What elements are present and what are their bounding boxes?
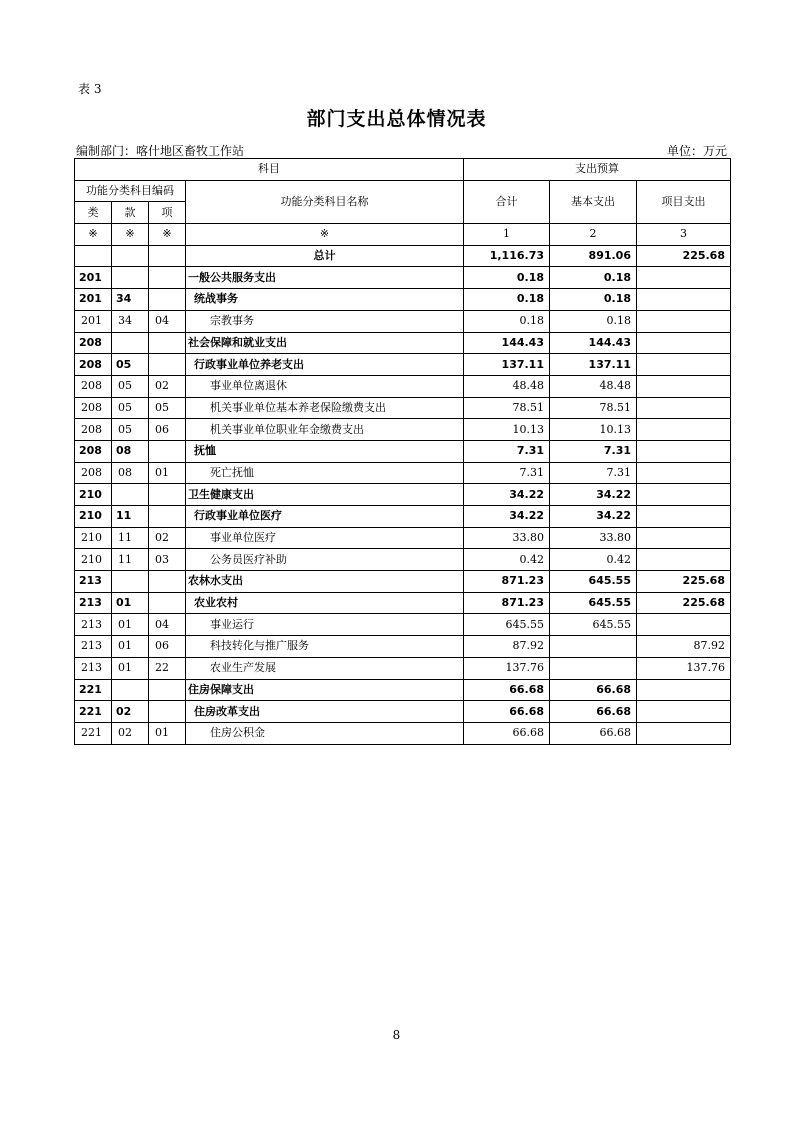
code-lei: 208 — [75, 354, 112, 376]
amount-total: 871.23 — [464, 571, 550, 593]
expenditure-table — [74, 158, 731, 745]
table-row — [75, 354, 731, 376]
amount-basic: 645.55 — [550, 592, 637, 614]
code-kuan: 34 — [112, 310, 149, 332]
amount-project — [637, 375, 731, 397]
code-kuan — [112, 267, 149, 289]
header-subject: 科目 — [75, 159, 464, 181]
amount-basic: 0.18 — [550, 289, 637, 311]
table-row — [75, 636, 731, 658]
header-name: 功能分类科目名称 — [186, 180, 464, 223]
amount-basic: 34.22 — [550, 484, 637, 506]
amount-basic: 66.68 — [550, 722, 637, 744]
amount-project: 225.68 — [637, 592, 731, 614]
amount-total: 7.31 — [464, 440, 550, 462]
header-basic: 基本支出 — [550, 180, 637, 223]
amount-project — [637, 614, 731, 636]
code-xiang — [149, 440, 186, 462]
column-index: 3 — [637, 224, 731, 246]
mark-cell: ※ — [186, 224, 464, 246]
amount-total: 144.43 — [464, 332, 550, 354]
code-lei: 221 — [75, 722, 112, 744]
table-row — [75, 484, 731, 506]
code-xiang — [149, 571, 186, 593]
summary-project: 225.68 — [637, 245, 731, 267]
code-xiang — [149, 484, 186, 506]
code-kuan: 34 — [112, 289, 149, 311]
summary-label: 总计 — [186, 245, 464, 267]
code-lei: 213 — [75, 657, 112, 679]
table-row — [75, 289, 731, 311]
code-lei: 208 — [75, 419, 112, 441]
header-project: 项目支出 — [637, 180, 731, 223]
code-kuan: 11 — [112, 506, 149, 528]
amount-basic: 137.11 — [550, 354, 637, 376]
code-lei: 213 — [75, 592, 112, 614]
header-code-group: 功能分类科目编码 — [75, 180, 186, 202]
code-kuan: 08 — [112, 440, 149, 462]
header-row-4 — [75, 224, 731, 246]
amount-total: 871.23 — [464, 592, 550, 614]
code-kuan — [112, 484, 149, 506]
code-lei: 210 — [75, 527, 112, 549]
table-row — [75, 375, 731, 397]
amount-total: 34.22 — [464, 506, 550, 528]
code-xiang: 06 — [149, 636, 186, 658]
code-xiang: 03 — [149, 549, 186, 571]
subject-name: 农业农村 — [186, 592, 464, 614]
amount-total: 87.92 — [464, 636, 550, 658]
header-budget: 支出预算 — [464, 159, 731, 181]
code-lei: 208 — [75, 397, 112, 419]
code-xiang: 22 — [149, 657, 186, 679]
subject-name: 宗教事务 — [186, 310, 464, 332]
page-title: 部门支出总体情况表 — [306, 108, 487, 130]
table-row — [75, 397, 731, 419]
table-row — [75, 332, 731, 354]
amount-total: 33.80 — [464, 527, 550, 549]
code-kuan: 05 — [112, 397, 149, 419]
amount-total: 34.22 — [464, 484, 550, 506]
amount-basic: 0.18 — [550, 267, 637, 289]
amount-project: 225.68 — [637, 571, 731, 593]
mark-cell: ※ — [149, 224, 186, 246]
amount-project — [637, 419, 731, 441]
amount-total: 0.18 — [464, 310, 550, 332]
amount-project — [637, 484, 731, 506]
subject-name: 行政事业单位养老支出 — [186, 354, 464, 376]
code-xiang: 04 — [149, 614, 186, 636]
mark-cell: ※ — [112, 224, 149, 246]
mark-cell: ※ — [75, 224, 112, 246]
subject-name: 公务员医疗补助 — [186, 549, 464, 571]
subject-name: 事业单位离退休 — [186, 375, 464, 397]
table-row — [75, 614, 731, 636]
code-xiang: 01 — [149, 462, 186, 484]
table-row — [75, 440, 731, 462]
amount-project — [637, 354, 731, 376]
subject-name: 卫生健康支出 — [186, 484, 464, 506]
summary-total: 1,116.73 — [464, 245, 550, 267]
subject-name: 机关事业单位基本养老保险缴费支出 — [186, 397, 464, 419]
amount-project — [637, 440, 731, 462]
code-xiang: 02 — [149, 527, 186, 549]
subject-name: 抚恤 — [186, 440, 464, 462]
code-kuan: 01 — [112, 636, 149, 658]
code-kuan — [112, 679, 149, 701]
summary-basic: 891.06 — [550, 245, 637, 267]
code-kuan — [112, 571, 149, 593]
amount-basic: 66.68 — [550, 679, 637, 701]
column-index: 1 — [464, 224, 550, 246]
header-total: 合计 — [464, 180, 550, 223]
code-xiang — [149, 332, 186, 354]
subject-name: 住房保障支出 — [186, 679, 464, 701]
subject-name: 住房公积金 — [186, 722, 464, 744]
amount-basic — [550, 636, 637, 658]
amount-project — [637, 289, 731, 311]
code-lei: 221 — [75, 679, 112, 701]
header-xiang: 项 — [149, 202, 186, 224]
amount-project — [637, 267, 731, 289]
compiling-department: 编制部门：喀什地区畜牧工作站 — [76, 144, 245, 158]
table-row — [75, 722, 731, 744]
code-lei: 201 — [75, 267, 112, 289]
code-xiang: 06 — [149, 419, 186, 441]
subject-name: 事业运行 — [186, 614, 464, 636]
unit-label: 单位：万元 — [666, 144, 727, 158]
code-xiang — [149, 679, 186, 701]
subject-name: 行政事业单位医疗 — [186, 506, 464, 528]
summary-row — [75, 245, 731, 267]
amount-total: 0.18 — [464, 267, 550, 289]
amount-basic: 7.31 — [550, 440, 637, 462]
table-row — [75, 571, 731, 593]
code-kuan: 11 — [112, 549, 149, 571]
subject-name: 机关事业单位职业年金缴费支出 — [186, 419, 464, 441]
amount-basic: 78.51 — [550, 397, 637, 419]
code-kuan: 05 — [112, 354, 149, 376]
code-lei: 213 — [75, 571, 112, 593]
table-row — [75, 679, 731, 701]
code-kuan: 08 — [112, 462, 149, 484]
code-lei: 210 — [75, 506, 112, 528]
header-lei: 类 — [75, 202, 112, 224]
code-xiang — [149, 354, 186, 376]
code-lei: 208 — [75, 332, 112, 354]
code-lei: 201 — [75, 310, 112, 332]
table-row — [75, 549, 731, 571]
amount-basic: 10.13 — [550, 419, 637, 441]
subject-name: 社会保障和就业支出 — [186, 332, 464, 354]
table-row — [75, 267, 731, 289]
amount-basic: 7.31 — [550, 462, 637, 484]
code-kuan: 05 — [112, 375, 149, 397]
code-xiang: 01 — [149, 722, 186, 744]
table-row — [75, 657, 731, 679]
amount-basic: 645.55 — [550, 571, 637, 593]
amount-total: 137.11 — [464, 354, 550, 376]
subject-name: 统战事务 — [186, 289, 464, 311]
code-xiang — [149, 506, 186, 528]
amount-total: 645.55 — [464, 614, 550, 636]
column-index: 2 — [550, 224, 637, 246]
code-xiang: 05 — [149, 397, 186, 419]
code-lei: 210 — [75, 484, 112, 506]
amount-project — [637, 506, 731, 528]
code-lei: 213 — [75, 614, 112, 636]
code-lei: 208 — [75, 440, 112, 462]
code-lei: 210 — [75, 549, 112, 571]
amount-total: 137.76 — [464, 657, 550, 679]
code-kuan: 11 — [112, 527, 149, 549]
amount-total: 7.31 — [464, 462, 550, 484]
subject-name: 死亡抚恤 — [186, 462, 464, 484]
amount-project: 87.92 — [637, 636, 731, 658]
amount-project — [637, 332, 731, 354]
amount-total: 66.68 — [464, 722, 550, 744]
amount-total: 66.68 — [464, 679, 550, 701]
code-xiang — [149, 289, 186, 311]
amount-total: 78.51 — [464, 397, 550, 419]
code-lei: 213 — [75, 636, 112, 658]
code-xiang — [149, 701, 186, 723]
amount-total: 66.68 — [464, 701, 550, 723]
amount-total: 0.18 — [464, 289, 550, 311]
table-row — [75, 592, 731, 614]
subject-name: 科技转化与推广服务 — [186, 636, 464, 658]
subject-name: 一般公共服务支出 — [186, 267, 464, 289]
amount-project — [637, 527, 731, 549]
table-number: 表 3 — [78, 82, 102, 96]
code-kuan: 01 — [112, 614, 149, 636]
code-lei: 208 — [75, 375, 112, 397]
code-kuan: 01 — [112, 592, 149, 614]
amount-basic: 0.18 — [550, 310, 637, 332]
header-row-2 — [75, 180, 731, 202]
code-lei: 221 — [75, 701, 112, 723]
amount-basic: 144.43 — [550, 332, 637, 354]
code-kuan: 02 — [112, 722, 149, 744]
amount-total: 0.42 — [464, 549, 550, 571]
code-xiang: 04 — [149, 310, 186, 332]
amount-basic: 34.22 — [550, 506, 637, 528]
code-kuan — [112, 332, 149, 354]
header-kuan: 款 — [112, 202, 149, 224]
amount-project — [637, 722, 731, 744]
page-number: 8 — [392, 1028, 401, 1042]
table-row — [75, 527, 731, 549]
amount-total: 10.13 — [464, 419, 550, 441]
subject-name: 农业生产发展 — [186, 657, 464, 679]
code-xiang — [149, 267, 186, 289]
code-kuan: 02 — [112, 701, 149, 723]
amount-project — [637, 310, 731, 332]
amount-basic: 33.80 — [550, 527, 637, 549]
subject-name: 事业单位医疗 — [186, 527, 464, 549]
amount-project — [637, 549, 731, 571]
subject-name: 农林水支出 — [186, 571, 464, 593]
amount-project: 137.76 — [637, 657, 731, 679]
header-row-1 — [75, 159, 731, 181]
amount-basic — [550, 657, 637, 679]
amount-project — [637, 397, 731, 419]
amount-basic: 48.48 — [550, 375, 637, 397]
subject-name: 住房改革支出 — [186, 701, 464, 723]
amount-project — [637, 462, 731, 484]
table-row — [75, 310, 731, 332]
table-row — [75, 462, 731, 484]
table-row — [75, 701, 731, 723]
amount-total: 48.48 — [464, 375, 550, 397]
code-lei: 208 — [75, 462, 112, 484]
code-xiang: 02 — [149, 375, 186, 397]
table-row — [75, 419, 731, 441]
code-kuan: 05 — [112, 419, 149, 441]
amount-project — [637, 701, 731, 723]
amount-project — [637, 679, 731, 701]
code-kuan: 01 — [112, 657, 149, 679]
table-row — [75, 506, 731, 528]
amount-basic: 645.55 — [550, 614, 637, 636]
amount-basic: 0.42 — [550, 549, 637, 571]
code-lei: 201 — [75, 289, 112, 311]
code-xiang — [149, 592, 186, 614]
amount-basic: 66.68 — [550, 701, 637, 723]
